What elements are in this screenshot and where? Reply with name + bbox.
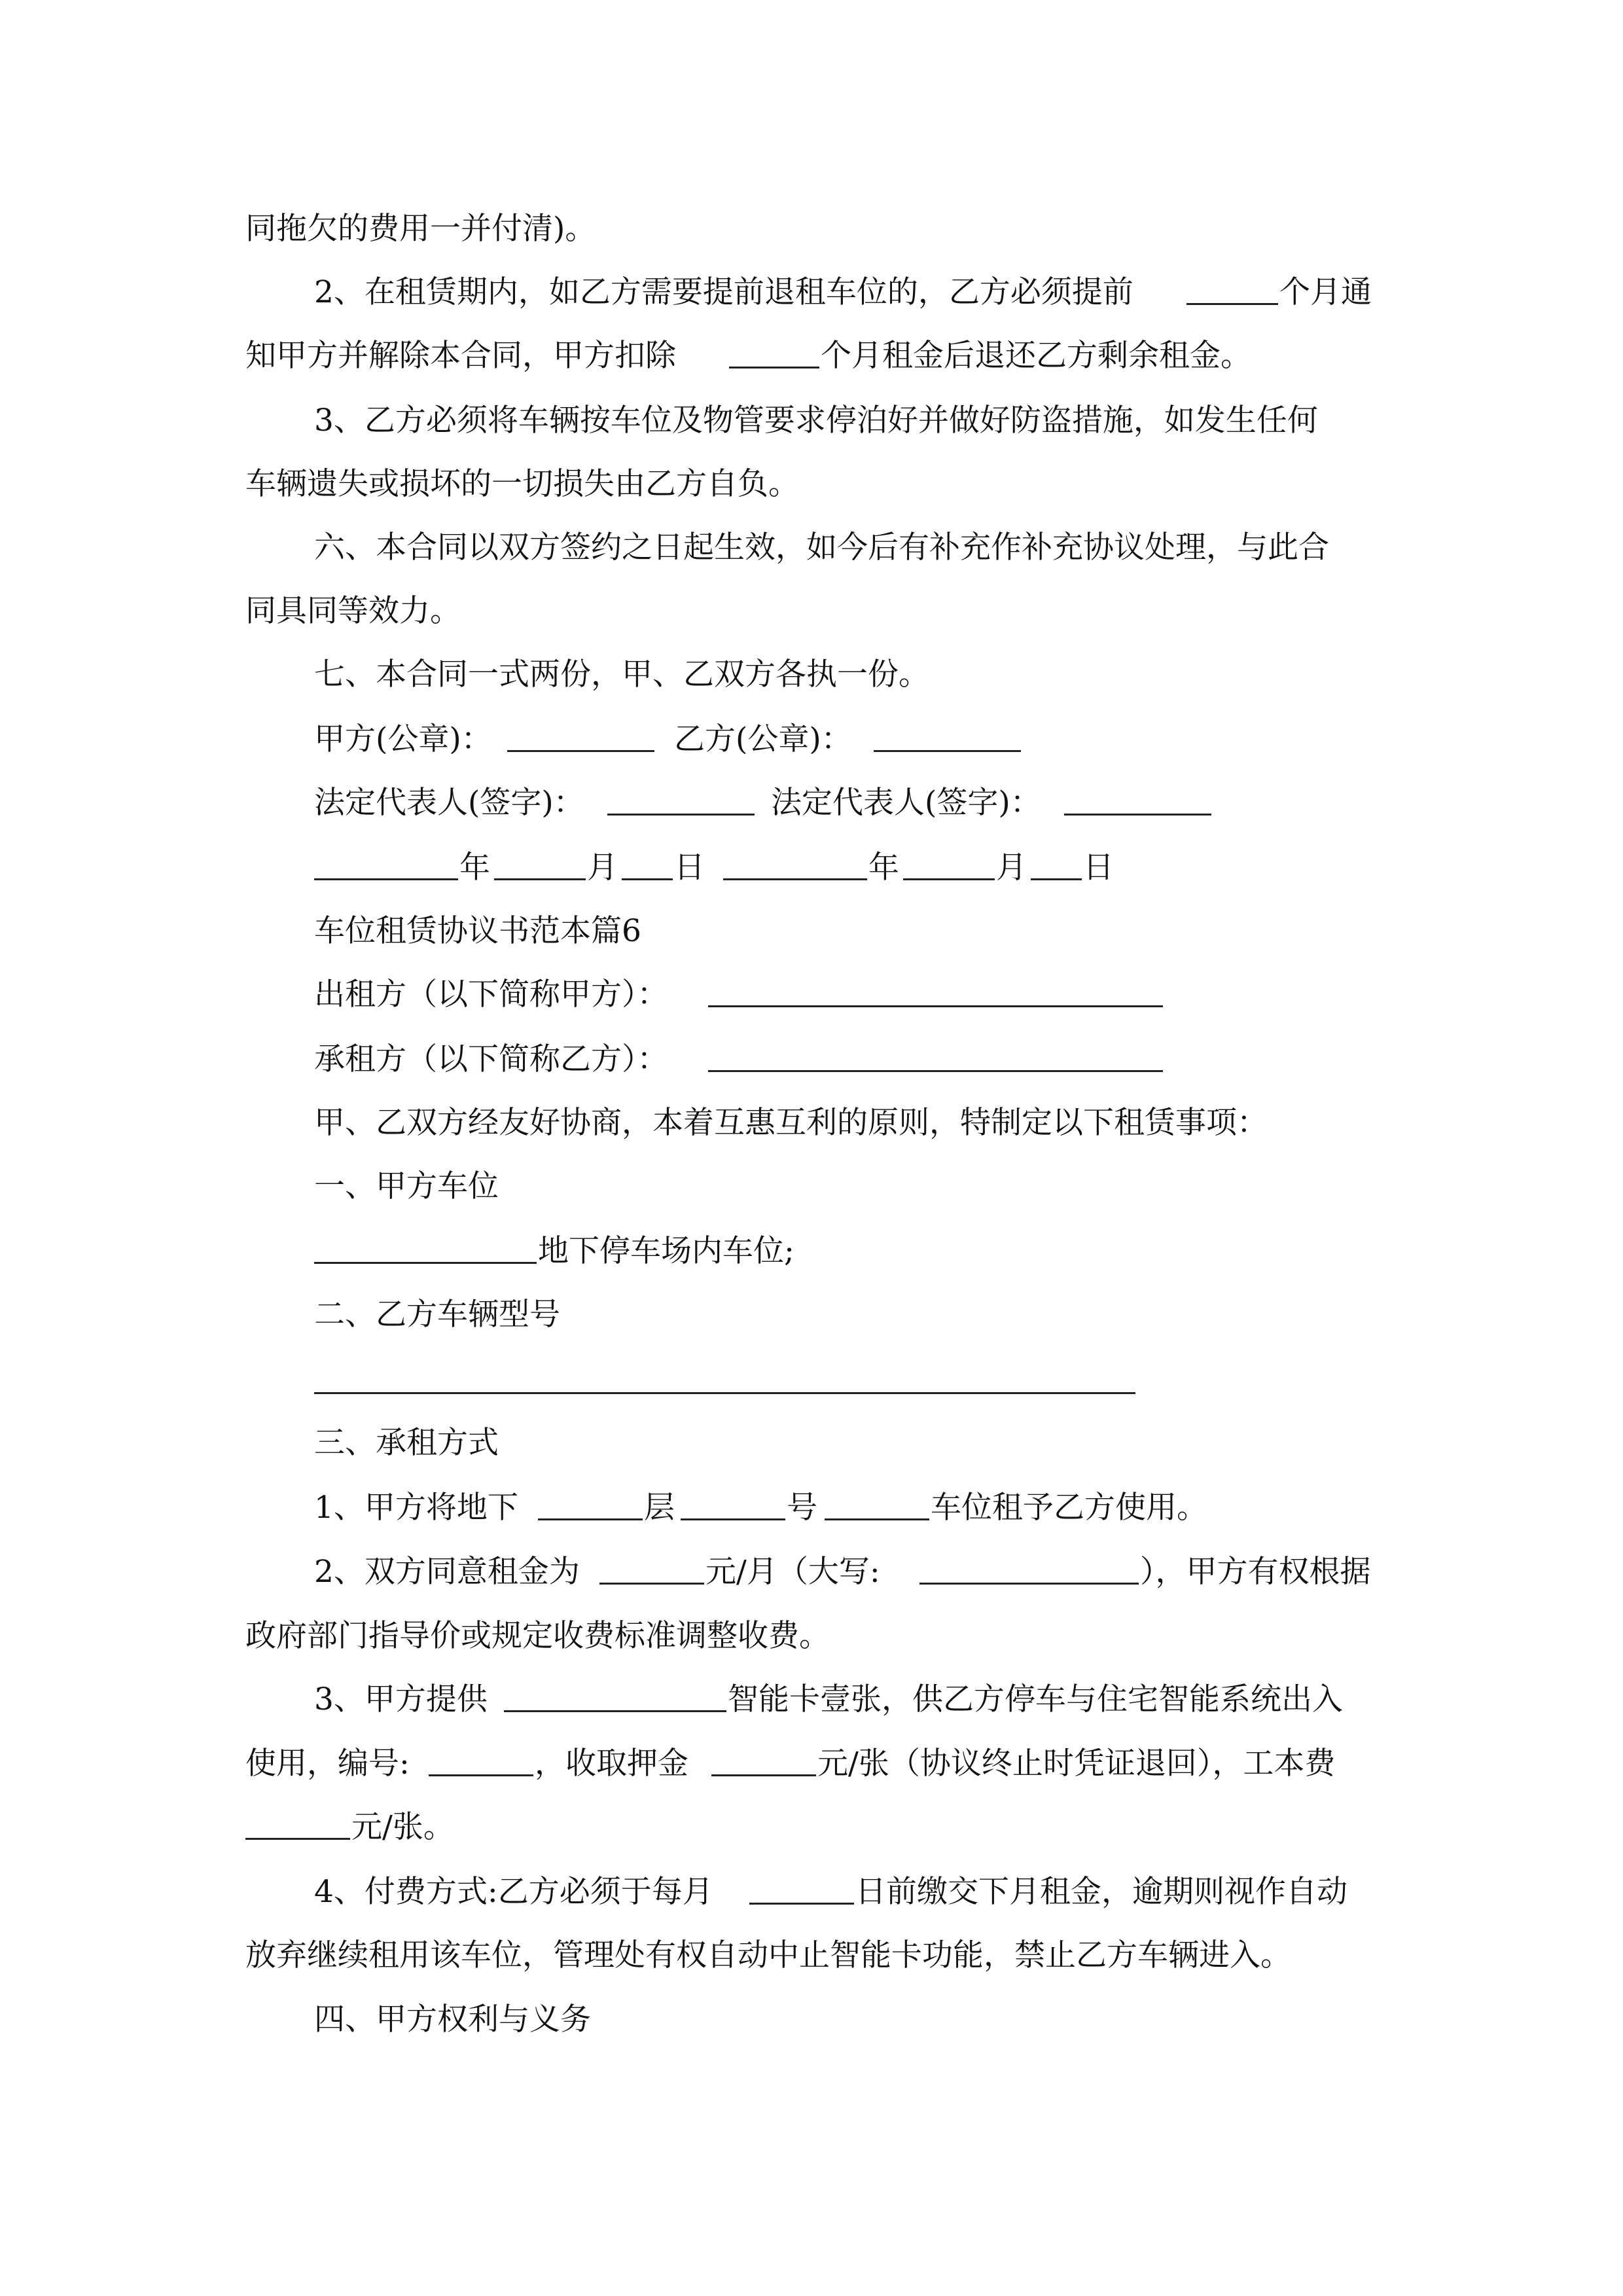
card-number-blank — [429, 1774, 533, 1776]
text-line: 2、双方同意租金为 — [314, 1554, 580, 1590]
text-line: 3、甲方提供 — [314, 1681, 488, 1717]
text-line: 四、甲方权利与义务 — [314, 2001, 591, 2037]
text-line: 个月租金后退还乙方剩余租金。 — [821, 338, 1251, 374]
day-label-b: 日 — [1083, 850, 1114, 886]
text-line: 一、甲方车位 — [314, 1168, 499, 1204]
smart-card-blank — [504, 1710, 726, 1712]
year-label-b: 年 — [868, 850, 899, 886]
rent-uppercase-blank — [919, 1583, 1139, 1585]
day-blank-a — [622, 878, 673, 880]
fee-blank — [245, 1838, 350, 1840]
text-line: 地下停车场内车位; — [538, 1233, 794, 1269]
party-b-seal-blank — [874, 750, 1021, 752]
text-line: 日前缴交下月租金，逾期则视作自动 — [855, 1874, 1347, 1910]
section-3-clause-2-line-2 — [0, 1604, 1623, 1669]
day-label-a: 日 — [674, 850, 705, 886]
heading-text: 车位租赁协议书范本篇6 — [314, 913, 641, 949]
lessor-blank — [708, 1005, 1163, 1007]
party-b-seal-label: 乙方(公章)： — [674, 721, 852, 757]
text-line: 六、本合同以双方签约之日起生效，如今后有补充作补充协议处理，与此合 — [314, 529, 1329, 565]
paragraph-continuation — [0, 196, 1623, 262]
date-row — [0, 835, 1623, 901]
rent-blank — [599, 1583, 704, 1585]
month-blank-a — [494, 878, 586, 880]
legal-rep-b-blank — [1064, 814, 1211, 816]
month-blank-b — [903, 878, 995, 880]
section-3-clause-3-line-2 — [0, 1731, 1623, 1797]
legal-rep-b-label: 法定代表人(签字)： — [771, 785, 1041, 821]
section-1-item — [0, 1219, 1623, 1284]
text-line: 使用，编号: — [245, 1746, 410, 1782]
legal-rep-a-blank — [607, 814, 755, 816]
section-1-heading — [0, 1154, 1623, 1219]
section-3-clause-3-line-1 — [0, 1667, 1623, 1732]
clause-6-line-2 — [0, 579, 1623, 644]
legal-rep-a-label: 法定代表人(签字)： — [314, 785, 584, 821]
month-label-b: 月 — [996, 850, 1027, 886]
text-line: 三、承租方式 — [314, 1425, 499, 1461]
section-heading — [0, 899, 1623, 964]
text-line: ，收取押金 — [535, 1746, 688, 1782]
month-label-a: 月 — [587, 850, 618, 886]
text-line: 二、乙方车辆型号 — [314, 1297, 560, 1333]
blank-underline — [729, 367, 819, 368]
text-line: 政府部门指导价或规定收费标准调整收费。 — [245, 1618, 830, 1654]
legal-rep-row — [0, 770, 1623, 836]
intro-line — [0, 1090, 1623, 1156]
text-line: 七、本合同一式两份，甲、乙双方各执一份。 — [314, 656, 929, 692]
party-a-seal-blank — [507, 750, 654, 752]
text-line: 层 — [644, 1490, 675, 1526]
party-a-seal-label: 甲方(公章)： — [314, 721, 492, 757]
text-line: 放弃继续租用该车位，管理处有权自动中止智能卡功能，禁止乙方车辆进入。 — [245, 1937, 1291, 1973]
text-line: 3、乙方必须将车辆按车位及物管要求停泊好并做好防盗措施，如发生任何 — [314, 403, 1318, 439]
clause-2-line-2 — [0, 323, 1623, 389]
lessee-label: 承租方（以下简称乙方）： — [314, 1041, 668, 1077]
year-label-a: 年 — [459, 850, 490, 886]
day-blank-b — [1031, 878, 1082, 880]
space-blank — [825, 1518, 929, 1520]
vehicle-model-blank — [314, 1392, 1135, 1394]
deposit-blank — [711, 1774, 816, 1776]
clause-3-line-2 — [0, 452, 1623, 517]
text-line: 4、付费方式:乙方必须于每月 — [314, 1874, 713, 1910]
text-line: 1、甲方将地下 — [314, 1490, 518, 1526]
section-3-clause-4-line-1 — [0, 1859, 1623, 1925]
text-line: 同具同等效力。 — [245, 593, 461, 629]
text-line: 号 — [787, 1490, 817, 1526]
lessee-row — [0, 1027, 1623, 1092]
lessor-row — [0, 962, 1623, 1028]
text-line: 甲、乙双方经友好协商，本着互惠互利的原则，特制定以下租赁事项： — [314, 1105, 1268, 1141]
section-3-clause-3-line-3 — [0, 1795, 1623, 1860]
section-2-heading — [0, 1282, 1623, 1348]
floor-blank — [538, 1518, 643, 1520]
seal-row — [0, 707, 1623, 772]
section-3-clause-2-line-1 — [0, 1539, 1623, 1605]
text-line: 智能卡壹张，供乙方停车与住宅智能系统出入 — [728, 1681, 1343, 1717]
text-line: 知甲方并解除本合同，甲方扣除 — [245, 338, 676, 374]
blank-underline — [1186, 303, 1278, 305]
text-line: 元/月（大写: — [705, 1554, 880, 1590]
text-line: ），甲方有权根据 — [1140, 1554, 1371, 1590]
clause-3-line-1 — [0, 388, 1623, 454]
number-blank — [681, 1518, 785, 1520]
section-3-clause-4-line-2 — [0, 1923, 1623, 1988]
text-line: 车辆遗失或损坏的一切损失由乙方自负。 — [245, 466, 799, 502]
section-4-heading — [0, 1987, 1623, 2053]
year-blank-a — [314, 878, 458, 880]
text-line: 元/张。 — [351, 1809, 454, 1845]
clause-7 — [0, 642, 1623, 708]
section-3-clause-1 — [0, 1475, 1623, 1541]
parking-location-blank — [314, 1262, 537, 1264]
text-line: 2、在租赁期内，如乙方需要提前退租车位的，乙方必须提前 — [314, 274, 1133, 310]
clause-6-line-1 — [0, 515, 1623, 581]
text-line: 元/张（协议终止时凭证退回），工本费 — [817, 1746, 1336, 1782]
text-line: 同拖欠的费用一并付清)。 — [245, 211, 596, 247]
year-blank-b — [723, 878, 867, 880]
text-line: 车位租予乙方使用。 — [931, 1490, 1207, 1526]
lessor-label: 出租方（以下简称甲方）： — [314, 977, 668, 1013]
lessee-blank — [708, 1070, 1163, 1072]
payment-day-blank — [749, 1903, 854, 1905]
clause-2-line-1 — [0, 260, 1623, 325]
section-3-heading — [0, 1410, 1623, 1476]
text-line: 个月通 — [1279, 274, 1372, 310]
